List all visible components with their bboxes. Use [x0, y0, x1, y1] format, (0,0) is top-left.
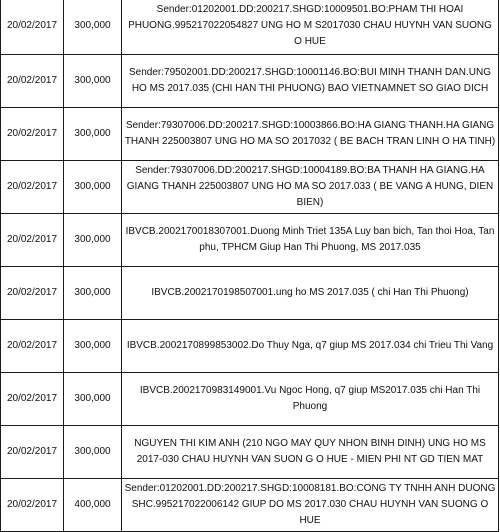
amount-cell: 300,000 — [64, 214, 122, 267]
date-cell: 20/02/2017 — [1, 373, 64, 426]
description-cell: NGUYEN THI KIM ANH (210 NGO MAY QUY NHON BINH DINH) UNG HO MS 2017-030 CHAU HUYNH VAN SUON G O HUE - MIEN PHI NT GD TIEN MAT — [122, 426, 499, 479]
description-cell: IBVCB.2002170899853002.Do Thuy Nga, q7 giup MS 2017.034 chi Trieu Thi Vang — [122, 320, 499, 373]
date-cell: 20/02/2017 — [1, 426, 64, 479]
table-row — [1, 320, 499, 373]
description-cell: Sender:79307006.DD:200217.SHGD:10004189.BO:BA THANH HA GIANG.HA GIANG THANH 225003807 UNG HO MA SO 2017.033 ( BE VANG A HUNG, DIEN BIEN) — [122, 161, 499, 214]
table-row — [1, 426, 499, 479]
description-cell: Sender:01202001.DD:200217.SHGD:10008181.BO:CONG TY TNHH ANH DUONG SHC.995217022006142 GIUP DO MS 2017.030 CHAU HUYNH VAN SUONG O HUE — [122, 479, 499, 532]
description-cell: Sender:79307006.DD:200217.SHGD:10003866.BO:HA GIANG THANH.HA GIANG THANH 225003807 UNG HO MA SO 2017032 ( BE BACH TRAN LINH O HA TINH) — [122, 108, 499, 161]
description-cell: IBVCB.2002170018307001.Duong Minh Triet 135A Luy ban bich, Tan thoi Hoa, Tan phu, TPHCM Giup Han Thi Phuong, MS 2017.035 — [122, 214, 499, 267]
amount-cell: 300,000 — [64, 108, 122, 161]
amount-cell: 300,000 — [64, 373, 122, 426]
date-cell: 20/02/2017 — [1, 479, 64, 532]
description-cell: Sender:79502001.DD:200217.SHGD:10001146.BO:BUI MINH THANH DAN.UNG HO MS 2017.035 (CHI HAN THI PHUONG) BAO VIETNAMNET SO GIAO DICH — [122, 55, 499, 108]
amount-cell: 300,000 — [64, 426, 122, 479]
amount-cell: 300,000 — [64, 320, 122, 373]
description-cell: Sender:01202001.DD:200217.SHGD:10009501.BO:PHAM THI HOAI PHUONG.995217022054827 UNG HO M S2017030 CHAU HUYNH VAN SUONG O HUE — [122, 0, 499, 55]
amount-cell: 300,000 — [64, 267, 122, 320]
date-cell: 20/02/2017 — [1, 0, 64, 55]
table-row — [1, 0, 499, 55]
table-row — [1, 373, 499, 426]
table-row — [1, 108, 499, 161]
date-cell: 20/02/2017 — [1, 55, 64, 108]
date-cell: 20/02/2017 — [1, 108, 64, 161]
date-cell: 20/02/2017 — [1, 320, 64, 373]
amount-cell: 300,000 — [64, 161, 122, 214]
table-row — [1, 479, 499, 532]
amount-cell: 300,000 — [64, 55, 122, 108]
description-cell: IBVCB.2002170983149001.Vu Ngoc Hong, q7 giup MS2017.035 chi Han Thi Phuong — [122, 373, 499, 426]
date-cell: 20/02/2017 — [1, 161, 64, 214]
description-cell: IBVCB.2002170198507001.ung ho MS 2017.035 ( chi Han Thi Phuong) — [122, 267, 499, 320]
amount-cell: 300,000 — [64, 0, 122, 55]
table-row — [1, 161, 499, 214]
table-row — [1, 214, 499, 267]
amount-cell: 400,000 — [64, 479, 122, 532]
table-row — [1, 55, 499, 108]
date-cell: 20/02/2017 — [1, 214, 64, 267]
table-row — [1, 267, 499, 320]
date-cell: 20/02/2017 — [1, 267, 64, 320]
